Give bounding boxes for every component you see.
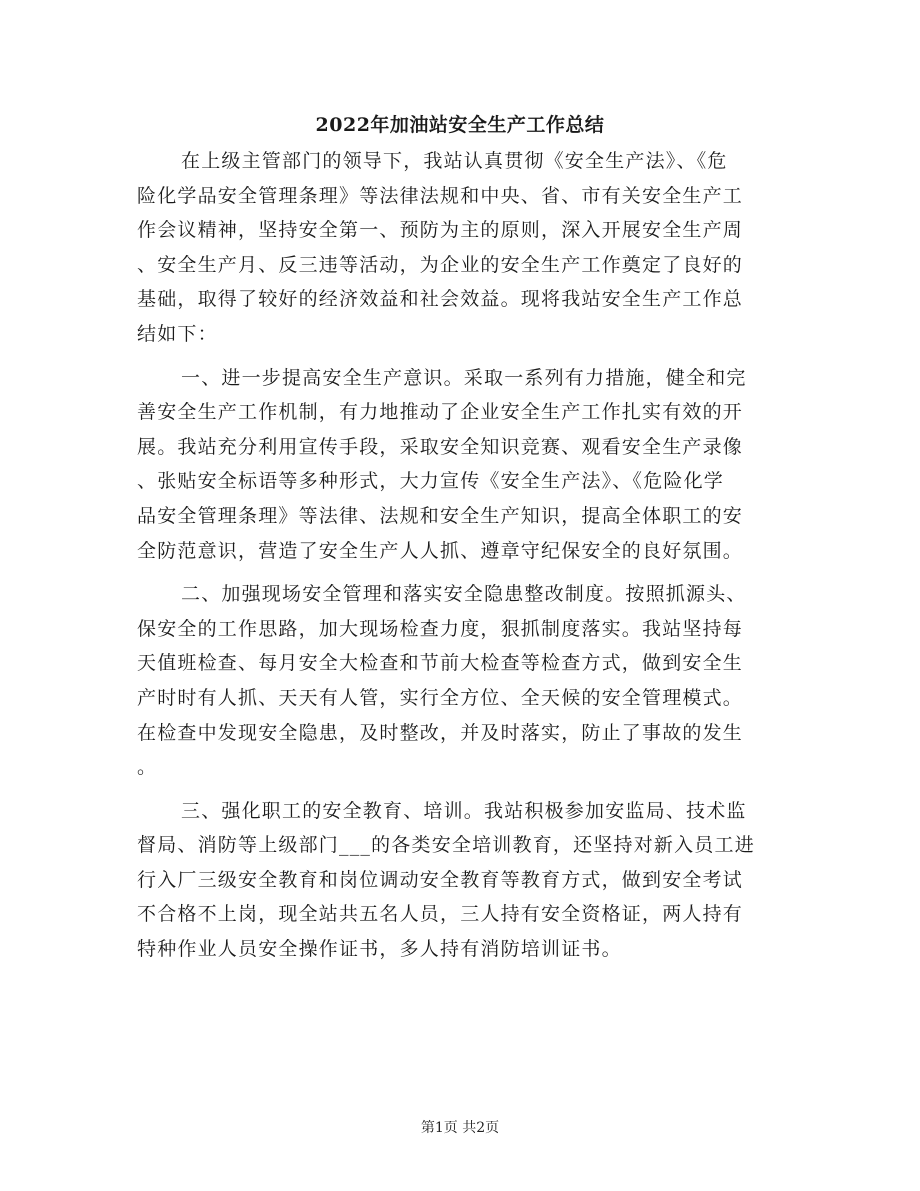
paragraph-line: 不合格不上岗，现全站共五名人员，三人持有安全资格证，两人持有 [137,903,744,926]
paragraph-line: 、张贴安全标语等多种形式，大力宣传《安全生产法》、《危险化学 [137,470,725,493]
paragraph-line: 行入厂三级安全教育和岗位调动安全教育等教育方式，做到安全考试 [137,868,744,891]
paragraph-line: 一、进一步提高安全生产意识。采取一系列有力措施，健全和完 [181,366,747,389]
paragraph-line: 产时时有人抓、天天有人管，实行全方位、全天候的安全管理模式。 [137,686,744,709]
paragraph-line: 险化学品安全管理条理》等法律法规和中央、省、市有关安全生产工 [137,184,744,207]
paragraph-line: 作会议精神，坚持安全第一、预防为主的原则，深入开展安全生产周 [137,219,744,242]
paragraph-line: 三、强化职工的安全教育、培训。我站积极参加安监局、技术监 [181,799,747,822]
paragraph-line: 督局、消防等上级部门___的各类安全培训教育，还坚持对新入员工进 [137,834,755,857]
paragraph-line: 、安全生产月、反三违等活动，为企业的安全生产工作奠定了良好的 [137,253,744,276]
paragraph-intro [137,144,777,352]
paragraph-line: 品安全管理条理》等法律、法规和安全生产知识，提高全体职工的安 [137,504,744,527]
paragraph-line: 二、加强现场安全管理和落实安全隐患整改制度。按照抓源头、 [181,583,747,606]
paragraph-line: 特种作业人员安全操作证书，多人持有消防培训证书。 [137,938,622,961]
paragraph-gap [137,785,777,794]
paragraph-line: 。 [137,756,158,779]
paragraph-line: 展。我站充分利用宣传手段，采取安全知识竞赛、观看安全生产录像 [137,435,744,458]
paragraph-gap [137,352,777,361]
paragraph-line: 在检查中发现安全隐患，及时整改，并及时落实，防止了事故的发生 [137,721,744,744]
document-body [137,144,777,967]
paragraph-line: 在上级主管部门的领导下，我站认真贯彻《安全生产法》、《危 [181,150,728,172]
paragraph-gap [137,568,777,577]
document-title: 2022年加油站安全生产工作总结 [315,114,605,136]
paragraph-section-one [137,361,777,569]
paragraph-section-two [137,577,777,785]
paragraph-line: 结如下： [137,322,218,345]
paragraph-line: 善安全生产工作机制，有力地推动了企业安全生产工作扎实有效的开 [137,401,744,424]
paragraph-line: 天值班检查、每月安全大检查和节前大检查等检查方式，做到安全生 [137,652,744,675]
page-indicator: 第1页 共2页 [420,1120,500,1136]
paragraph-line: 基础，取得了较好的经济效益和社会效益。现将我站安全生产工作总 [137,288,744,311]
paragraph-line: 保安全的工作思路，加大现场检查力度，狠抓制度落实。我站坚持每 [137,617,744,640]
paragraph-line: 全防范意识，营造了安全生产人人抓、遵章守纪保安全的良好氛围。 [137,539,744,562]
paragraph-section-three [137,794,777,967]
